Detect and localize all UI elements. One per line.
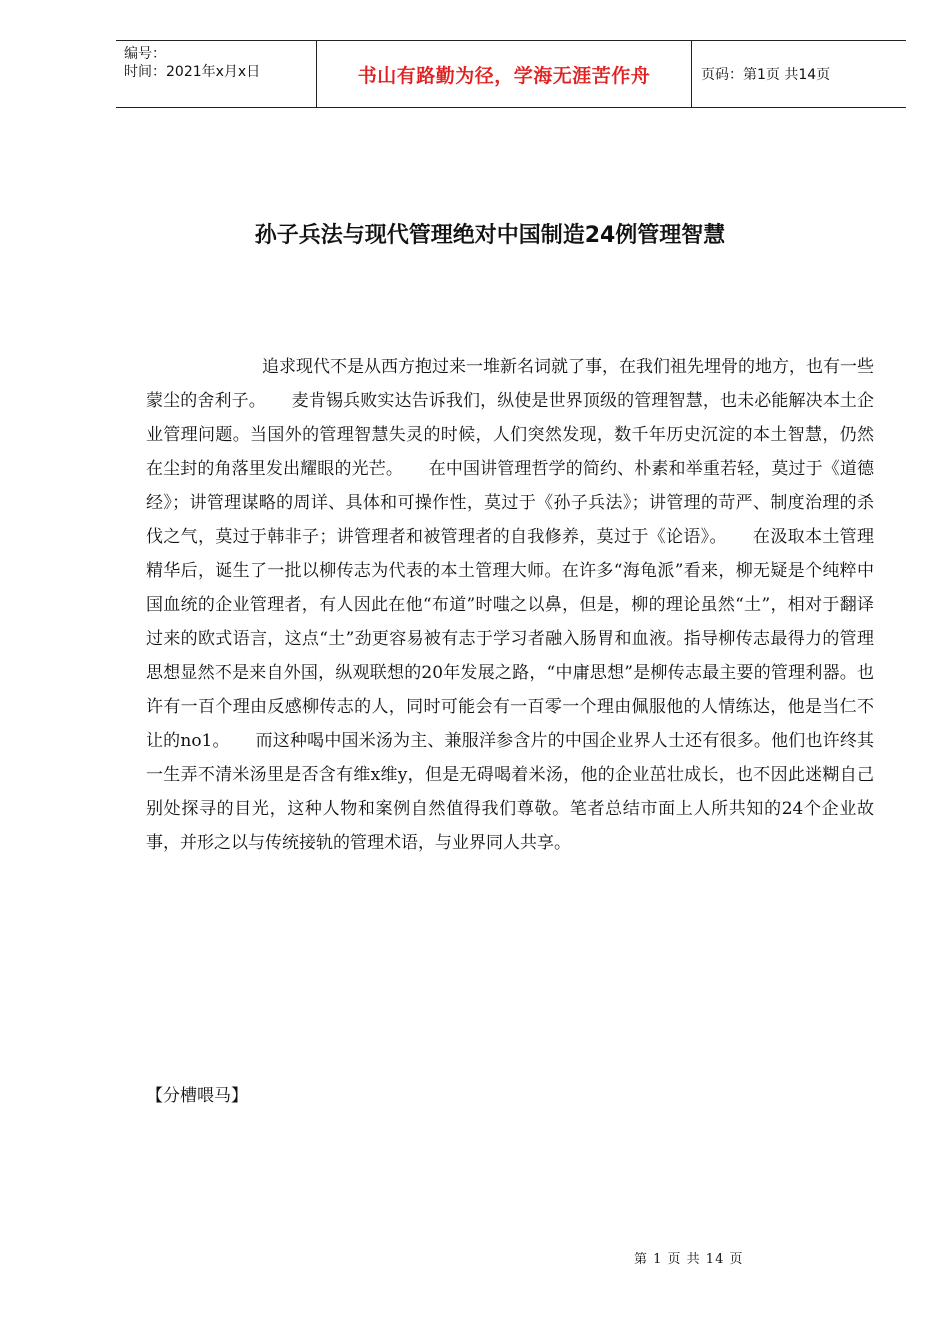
serial-number-label: 编号： — [124, 46, 166, 62]
header-page-number: 页码：第1页 共14页 — [701, 67, 831, 83]
document-title: 孙子兵法与现代管理绝对中国制造24例管理智慧 — [254, 223, 726, 248]
page-header — [116, 40, 906, 108]
page-footer: 第 1 页 共 14 页 — [634, 1252, 744, 1267]
date-label: 时间：2021年x月x日 — [124, 64, 261, 80]
header-info-cell — [116, 41, 316, 107]
section-heading: 【分槽喂马】 — [146, 1086, 248, 1106]
header-motto: 书山有路勤为径，学海无涯苦作舟 — [316, 41, 692, 107]
body-paragraph: 追求现代不是从西方抱过来一堆新名词就了事，在我们祖先埋骨的地方，也有一些蒙尘的舍利子。 麦肯锡兵败实达告诉我们，纵使是世界顶级的管理智慧，也未必能解决本土企业管理问题。当国外的管理智慧失灵的时候，人们突然发现，数千年历史沉淀的本土智慧，仍然在尘封的角落里发出耀眼的光芒。 在中国讲管理哲学的简约、朴素和举重若轻，莫过于《道德经》；讲管理谋略的周详、具体和可操作性，莫过于《孙子兵法》；讲管理的苛严、制度治理的杀伐之气，莫过于韩非子；讲管理者和被管理者的自我修养，莫过于《论语》。 在汲取本土管理精华后，诞生了一批以柳传志为代表的本土管理大师。在许多“海龟派”看来，柳无疑是个纯粹中国血统的企业管理者，有人因此在他“布道”时嗤之以鼻，但是，柳的理论虽然“土”，相对于翻译过来的欧式语言，这点“土”劲更容易被有志于学习者融入肠胃和血液。指导柳传志最得力的管理思想显然不是来自外国，纵观联想的20年发展之路，“中庸思想”是柳传志最主要的管理利器。也许有一百个理由反感柳传志的人，同时可能会有一百零一个理由佩服他的人情练达，他是当仁不让的no1。 而这种喝中国米汤为主、兼服洋参含片的中国企业界人士还有很多。他们也许终其一生弄不清米汤里是否含有维x维y，但是无碍喝着米汤，他的企业茁壮成长，也不因此迷糊自己别处探寻的目光，这种人物和案例自然值得我们尊敬。笔者总结市面上人所共知的24个企业故事，并形之以与传统接轨的管理术语，与业界同人共享。 — [146, 357, 874, 853]
